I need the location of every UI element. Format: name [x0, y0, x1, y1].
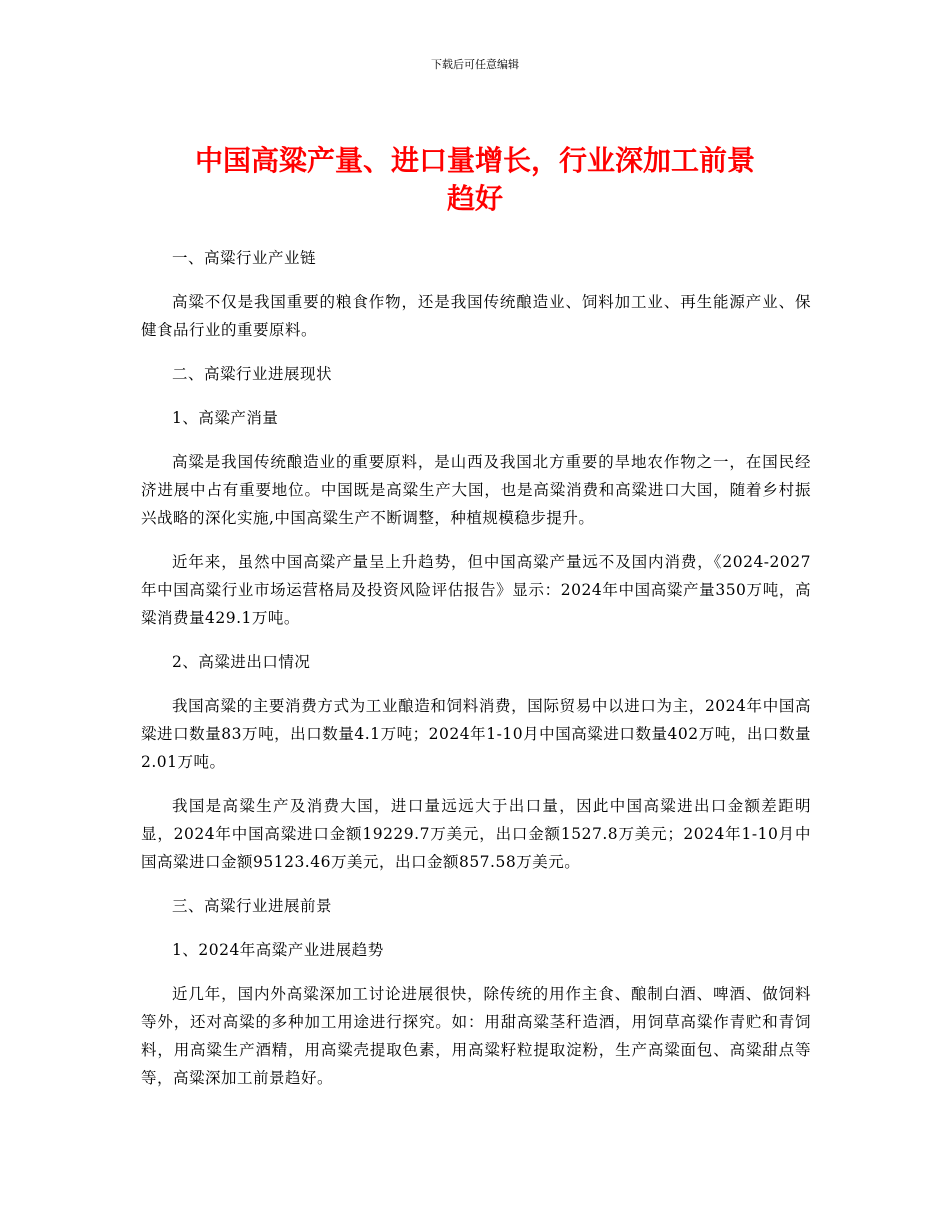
- paragraph-import-export-2: 我国是高粱生产及消费大国，进口量远远大于出口量，因此中国高粱进出口金额差距明显，2024年中国高粱进口金额19229.7万美元，出口金额1527.8万美元；2024年1-10月中国高粱进口金额95123.46万美元，出口金额857.58万美元。: [141, 797, 811, 871]
- subheading-trends-2024: 1、2024年高粱产业进展趋势: [172, 941, 384, 959]
- section-heading-current-status: 二、高粱行业进展现状: [172, 365, 333, 383]
- section-heading-prospects: 三、高粱行业进展前景: [172, 897, 333, 915]
- paragraph-production-2: 近年来，虽然中国高粱产量呈上升趋势，但中国高粱产量远不及国内消费，《2024-2027年中国高粱行业市场运营格局及投资风险评估报告》显示：2024年中国高粱产量350万吨，高粱消费量429.1万吨。: [141, 553, 811, 627]
- title-line-1: 中国高粱产量、进口量增长，行业深加工前景: [194, 144, 755, 177]
- document-title: [140, 142, 810, 218]
- header-note: 下载后可任意编辑: [431, 58, 519, 71]
- paragraph-trends: 近几年，国内外高粱深加工讨论进展很快，除传统的用作主食、酿制白酒、啤酒、做饲料等外，还对高粱的多种加工用途进行探究。如：用甜高粱茎秆造酒，用饲草高粱作青贮和青饲料，用高粱生产酒精，用高粱壳提取色素，用高粱籽粒提取淀粉，生产高粱面包、高粱甜点等等，高粱深加工前景趋好。: [141, 985, 811, 1087]
- paragraph-industry-chain: 高粱不仅是我国重要的粮食作物，还是我国传统酿造业、饲料加工业、再生能源产业、保健食品行业的重要原料。: [141, 293, 811, 339]
- paragraph-production-1: 高粱是我国传统酿造业的重要原料，是山西及我国北方重要的旱地农作物之一，在国民经济进展中占有重要地位。中国既是高粱生产大国，也是高粱消费和高粱进口大国，随着乡村振兴战略的深化实施,中国高粱生产不断调整，种植规模稳步提升。: [141, 453, 811, 527]
- subheading-import-export: 2、高粱进出口情况: [172, 653, 311, 671]
- document-body: [141, 244, 811, 1108]
- subheading-production-consumption: 1、高粱产消量: [172, 409, 279, 427]
- title-line-2: 趋好: [446, 182, 503, 215]
- section-heading-industry-chain: 一、高粱行业产业链: [172, 249, 317, 267]
- paragraph-import-export-1: 我国高粱的主要消费方式为工业酿造和饲料消费，国际贸易中以进口为主，2024年中国高粱进口数量83万吨，出口数量4.1万吨；2024年1-10月中国高粱进口数量402万吨，出口数量2.01万吨。: [141, 697, 811, 771]
